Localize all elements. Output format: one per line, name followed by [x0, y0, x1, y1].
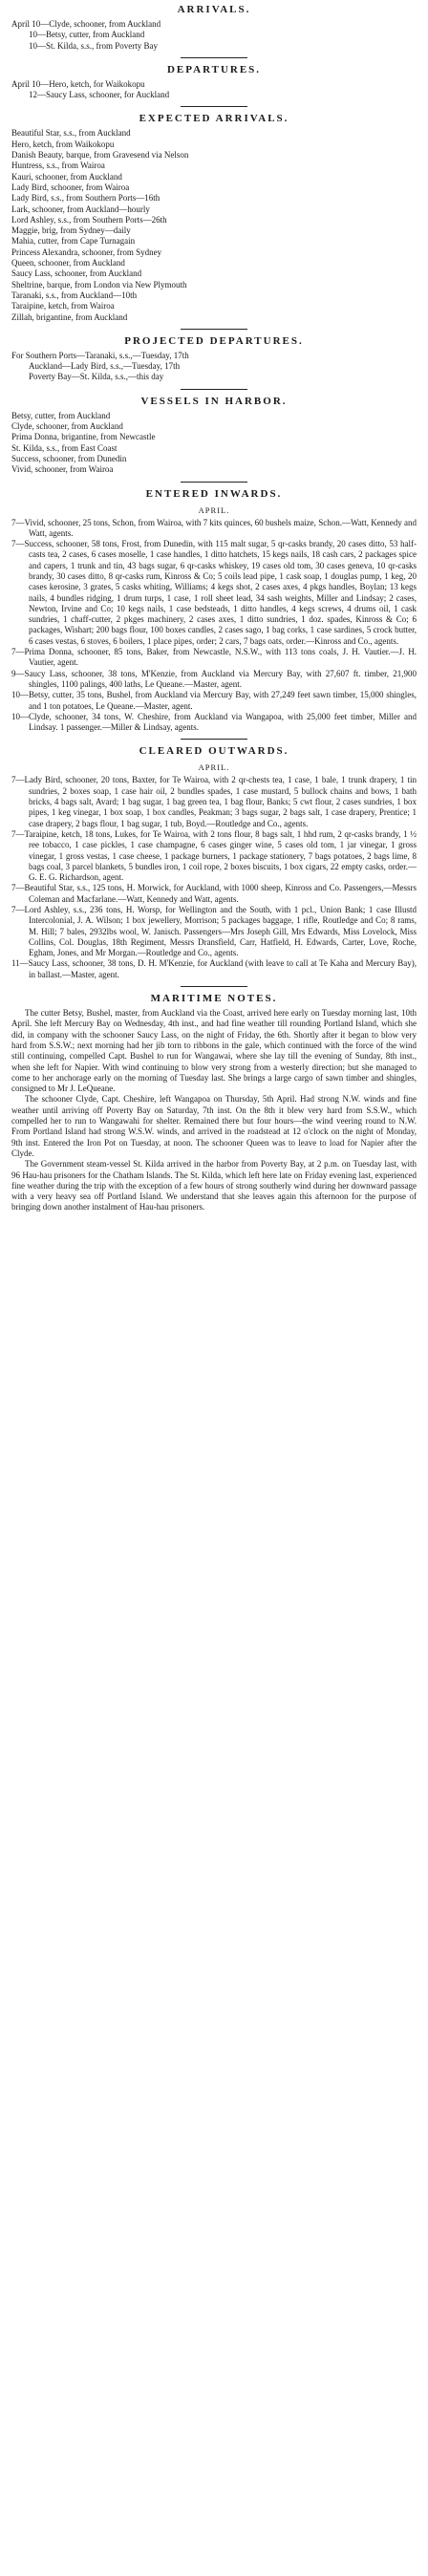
projected-departures-heading: PROJECTED DEPARTURES. [124, 334, 304, 347]
projected-departure-line: Poverty Bay—St. Kilda, s.s.,—this day [29, 372, 164, 382]
vessels-in-harbor-section [11, 396, 417, 476]
entry-item: 7—Vivid, schooner, 25 tons, Schon, from Wairoa, with 7 kits quinces, 60 bushels maize, Schon.—Watt, Kennedy and Watt, agents. [11, 517, 417, 538]
entered-inwards-section [11, 488, 417, 734]
arrival-line: April 10—Clyde, schooner, from Auckland [11, 19, 161, 29]
arrival-line: 10—St. Kilda, s.s., from Poverty Bay [29, 40, 158, 51]
expected-arrivals-section [11, 113, 417, 322]
expected-arrival-line: Hero, ketch, from Waikokopu [11, 139, 115, 149]
clearance-item: 11—Saucy Lass, schooner, 38 tons, D. H. M'Kenzie, for Auckland (with leave to call at Te Kaha and Mercury Bay), in ballast.—Master, agent. [11, 958, 417, 979]
expected-arrival-line: Queen, schooner, from Auckland [11, 258, 125, 268]
expected-arrival-line: Zillah, brigantine, from Auckland [11, 311, 128, 322]
projected-departures-section [11, 335, 417, 383]
vessel-line: Betsy, cutter, from Auckland [11, 410, 111, 420]
expected-arrival-line: Beautiful Star, s.s., from Auckland [11, 128, 131, 139]
expected-arrival-line: Taraipine, ketch, from Wairoa [11, 301, 115, 311]
entry-item: 10—Betsy, cutter, 35 tons, Bushel, from Auckland via Mercury Bay, with 27,249 feet sawn timber, 15,000 shingles, and 1 ton potatoes, Le Queane.—Master, agent. [11, 690, 417, 711]
divider [181, 482, 247, 483]
vessel-line: Vivid, schooner, from Wairoa [11, 464, 114, 475]
expected-arrival-line: Kauri, schooner, from Auckland [11, 171, 122, 182]
expected-arrival-line: Taranaki, s.s., from Auckland—10th [11, 290, 138, 300]
divider [181, 106, 247, 107]
divider [181, 739, 247, 740]
arrivals-section [11, 4, 417, 52]
expected-arrival-line: Sheltrine, barque, from London via New Plymouth [11, 279, 187, 290]
divider [181, 986, 247, 987]
expected-arrival-line: Lady Bird, s.s., from Southern Ports—16th [11, 193, 160, 204]
vessel-line: Clyde, schooner, from Auckland [11, 421, 123, 432]
expected-arrival-line: Saucy Lass, schooner, from Auckland [11, 268, 142, 279]
expected-arrival-line: Princess Alexandra, schooner, from Sydney [11, 247, 162, 257]
cleared-outwards-month: APRIL. [198, 762, 230, 773]
maritime-note-paragraph: The cutter Betsy, Bushel, master, from Auckland via the Coast, arrived here early on Tuesday morning last, 10th April. She left Mercury Bay on Wednesday, 4th inst., and had fine weather till rounding Portland Island, which she did, in company with the schooner Saucy Lass, on the night of Friday, the 6th. Shortly after it began to blow very hard from S.S.W.; next morning had her jib torn to ribbons in the gale, which continued with the force of the wind still continuing, compelled Capt. Bushel to run for Wangawai, where she lay till the evening of Sunday, 8th inst., when she left for Napier. With wind continuing to blow very strong from a westerly direction; but she managed to come to her anchorage early on the morning of Tuesday last. She brings a large cargo of sawn timber and shingles, consigned to Mr J. LeQueane. [11, 1008, 417, 1094]
divider [181, 329, 247, 330]
cleared-outwards-heading: CLEARED OUTWARDS. [139, 745, 289, 758]
projected-departure-line: For Southern Ports—Taranaki, s.s.,—Tuesday, 17th [11, 350, 189, 360]
vessel-line: St. Kilda, s.s., from East Coast [11, 442, 118, 453]
maritime-notes-section [11, 993, 417, 1213]
departure-line: April 10—Hero, ketch, for Waikokopu [11, 78, 145, 89]
maritime-note-paragraph: The Government steam-vessel St. Kilda arrived in the harbor from Poverty Bay, at 2 p.m. on Tuesday last, with 96 Hau-hau prisoners for the Chatham Islands. The St. Kilda, which left here late on Friday evening last, experienced fine weather during the trip with the exception of a few hours of strong southerly wind during her downward passage with a very heavy sea off Portland Island. We understand that she leaves again this afternoon for the purpose of bringing down another instalment of Hau-hau prisoners. [11, 1159, 417, 1213]
entry-item: 7—Prima Donna, schooner, 85 tons, Baker, from Newcastle, N.S.W., with 113 tons coals, J. H. Vautier.—J. H. Vautier, agent. [11, 647, 417, 668]
expected-arrival-line: Lark, schooner, from Auckland—hourly [11, 204, 150, 214]
clearance-item: 7—Lady Bird, schooner, 20 tons, Baxter, for Te Wairoa, with 2 qr-chests tea, 1 case, 1 bale, 1 trunk drapery, 1 tin sundries, 2 boxes soap, 1 case hair oil, 2 bundles spades, 1 case mustard, 5 bullock chains and bows, 1 bath bricks, 4 bags salt, Avard; 1 bag sugar, 1 bag green tea, 1 bag flour, Banks; 5 cwt flour, 2 cases sundries, 1 box pipes, 1 keg vinegar, 1 box soap, 1 box candles, Peakman; 3 bags sugar, 2 bags salt, 1 case drapery, Prentice; 1 case drapery, 2 bags flour, 1 bag sugar, 1 tub, Boyd.—Routledge and Co., agents. [11, 775, 417, 828]
vessel-line: Prima Donna, brigantine, from Newcastle [11, 432, 156, 442]
expected-arrival-line: Lady Bird, schooner, from Wairoa [11, 182, 130, 192]
departure-line: 12—Saucy Lass, schooner, for Auckland [29, 90, 170, 100]
expected-arrival-line: Danish Beauty, barque, from Gravesend via Nelson [11, 150, 189, 161]
expected-arrival-line: Maggie, brig, from Sydney—daily [11, 225, 131, 236]
projected-departure-line: Auckland—Lady Bird, s.s.,—Tuesday, 17th [29, 361, 181, 372]
expected-arrival-line: Lord Ashley, s.s., from Southern Ports—26th [11, 214, 167, 225]
expected-arrivals-heading: EXPECTED ARRIVALS. [139, 113, 289, 125]
expected-arrival-line: Huntress, s.s., from Wairoa [11, 161, 105, 171]
vessels-in-harbor-heading: VESSELS IN HARBOR. [140, 395, 288, 407]
arrivals-heading: ARRIVALS. [177, 4, 251, 15]
departures-section [11, 64, 417, 101]
entry-item: 9—Saucy Lass, schooner, 38 tons, M'Kenzie, from Auckland via Mercury Bay, with 27,607 ft. timber, 21,900 shingles, 1100 palings, 400 laths, Le Queane.—Master, agent. [11, 668, 417, 689]
entry-item: 7—Success, schooner, 58 tons, Frost, from Dunedin, with 115 malt sugar, 5 qr-casks brandy, 20 cases ditto, 53 half-casts tea, 2 cases, 6 cases moselle, 1 case handles, 1 ditto hatchets, 15 kegs nails, 18 cash cars, 2 packages spice and capers, 1 trunk and tin, 43 bags sugar, 6 qr-casks whiskey, 19 cases old tom, 30 cases geneva, 10 qr-casks brandy, 30 cases ditto, 8 qr-casks rum, Kinross & Co; 5 coils lead pipe, 1 cask soap, 1 douglas pump, 1 keg, 20 cases kerosine, 3 grates, 5 casks whiting, Williams; 4 kegs shot, 2 cases axes, 4 pkgs handles, Boylan; 13 kegs nails, 4 bundles ridging, 1 drum turps, 1 case, 1 roll sheet lead, 34 sash weights, Miller and Lindsay; 2 cases, Newton, Irvine and Co; 10 kegs nails, 1 case bedsteads, 1 ditto handles, 4 kegs screws, 4 drums oil, 1 cask sundries, 1 chaff-cutter, 2 pkges machinery, 2 cases axes, 1 ditto sundries, 1 doz. spades, Kinross & Co; 6 packages, Wishart; 200 bags flour, 100 boxes candles, 2 cases sago, 1 bag corks, 1 case sardines, 5 crock butter, 6 cases vestas, 6 stoves, 6 boilers, 1 place pipes, order; 2 cars, 7 bags oats, order.—Kinross and Co., agents. [11, 539, 417, 646]
expected-arrival-line: Mahia, cutter, from Cape Turnagain [11, 236, 136, 247]
departures-heading: DEPARTURES. [166, 63, 262, 75]
maritime-notes-heading: MARITIME NOTES. [150, 993, 278, 1005]
clearance-item: 7—Taraipine, ketch, 18 tons, Lukes, for Te Wairoa, with 2 tons flour, 8 bags salt, 1 hhd rum, 2 qr-casks brandy, 1 ½ ree tobacco, 1 case pickles, 1 case champagne, 6 cases ginger wine, 5 cases old tom, 1 jar vinegar, 1 gross vinegar, 1 gross vestas, 1 case cheese, 1 package burners, 1 package stationery, 7 bags potatoes, 2 bags lime, 8 bags coal, 3 parcel blankets, 5 bundles iron, 1 coil rope, 2 boxes biscuits, 1 box cigars, 22 empty casks, order.—G. E. G. Richardson, agent. [11, 828, 417, 883]
cleared-outwards-section [11, 745, 417, 980]
clearance-item: 7—Lord Ashley, s.s., 236 tons, H. Worsp, for Wellington and the South, with 1 pcl., Union Bank; 1 case Illustd Intercolonial, J. A. Wilson; 1 box jewellery, Morrison; 5 packages baggage, 1 rifle, Routledge and Co; 8 rams, M. Hill; 7 bales, 2932lbs wool, W. Janisch. Passengers—Mrs Joseph Gill, Mrs Edwards, Miss Lovelock, Miss Collins, Col. Douglas, 18th Regiment, Messrs Dransfield, Carr, Hatfield, H. Edwards, Carter, Love, Roche, Egham, Jones, and Mr Morgan.—Routledge and Co., agents. [11, 905, 417, 958]
arrival-line: 10—Betsy, cutter, from Auckland [29, 30, 145, 40]
clearance-item: 7—Beautiful Star, s.s., 125 tons, H. Morwick, for Auckland, with 1000 sheep, Kinross and Co. Passengers,—Messrs Coleman and Macfarlane.—Watt, Kennedy and Watt, agents. [11, 883, 417, 904]
vessel-line: Success, schooner, from Dunedin [11, 453, 127, 463]
entry-item: 10—Clyde, schooner, 34 tons, W. Cheshire, from Auckland via Wangapoa, with 25,000 feet timber, Miller and Lindsay. 1 passenger.—Miller & Lindsay, agents. [11, 711, 417, 733]
entered-inwards-month: APRIL. [198, 504, 230, 515]
divider [181, 389, 247, 390]
entered-inwards-heading: ENTERED INWARDS. [145, 487, 283, 500]
divider [181, 57, 247, 58]
maritime-note-paragraph: The schooner Clyde, Capt. Cheshire, left Wangapoa on Thursday, 5th April. Had strong N.W. winds and fine weather until arriving off Poverty Bay on Saturday, 7th inst. On the 8th it blew very hard from S.S.W., which compelled her to run to Wangawahi for shelter. Remained there but four hours—the wind veering round to N.W. From Portland Island had strong W.S.W. winds, and arrived in the roadstead at 12 o'clock on the night of Monday, 9th inst. Entered the Iron Pot on Tuesday, at noon. The schooner Queen was to leave to load for Napier after the Clyde. [11, 1094, 417, 1158]
